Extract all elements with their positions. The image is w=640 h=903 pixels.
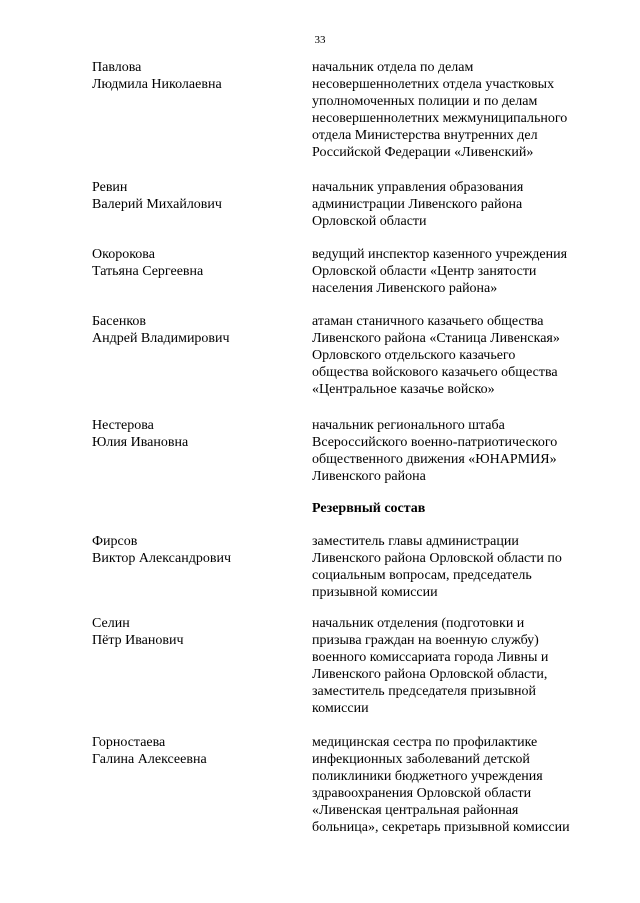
role-line: «Центральное казачье войско»	[312, 382, 495, 397]
role-line: Ливенского района «Станица Ливенская»	[312, 331, 560, 346]
role-line: Орловской области «Центр занятости	[312, 264, 537, 279]
role-line: комиссии	[312, 701, 369, 716]
member-surname: Нестерова	[92, 418, 154, 433]
role-line: здравоохранения Орловской области	[312, 786, 532, 801]
member-role	[312, 533, 612, 601]
member-surname: Горностаева	[92, 735, 166, 750]
role-line: начальник отдела по делам	[312, 60, 474, 75]
member-surname: Басенков	[92, 314, 147, 329]
role-line: Ливенского района Орловской области по	[312, 551, 562, 566]
role-line: населения Ливенского района»	[312, 281, 498, 296]
role-line: военного комиссариата города Ливны и	[312, 650, 549, 665]
role-line: атаман станичного казачьего общества	[312, 314, 544, 329]
member-name	[92, 734, 302, 768]
member-name	[92, 179, 302, 213]
role-line: призывной комиссии	[312, 585, 438, 600]
member-name	[92, 313, 302, 347]
role-line: Орловской области	[312, 214, 427, 229]
member-given-name: Валерий Михайлович	[92, 197, 222, 212]
role-line: призыва граждан на военную службу)	[312, 633, 539, 648]
role-line: медицинская сестра по профилактике	[312, 735, 538, 750]
role-line: общественного движения «ЮНАРМИЯ»	[312, 452, 557, 467]
role-line: больница», секретарь призывной комиссии	[312, 820, 570, 835]
member-given-name: Пётр Иванович	[92, 633, 184, 648]
role-line: несовершеннолетних отдела участковых	[312, 77, 555, 92]
member-name	[92, 59, 302, 93]
page-number: 33	[314, 34, 326, 46]
member-role	[312, 179, 612, 230]
member-surname: Окорокова	[92, 247, 155, 262]
role-line: Российской Федерации «Ливенский»	[312, 145, 534, 160]
role-line: «Ливенская центральная районная	[312, 803, 519, 818]
role-line: начальник отделения (подготовки и	[312, 616, 525, 631]
member-role	[312, 59, 612, 161]
role-line: начальник управления образования	[312, 180, 524, 195]
member-surname: Павлова	[92, 60, 142, 75]
member-surname: Ревин	[92, 180, 128, 195]
member-role	[312, 246, 612, 297]
member-surname: Селин	[92, 616, 130, 631]
role-line: Орловского отдельского казачьего	[312, 348, 516, 363]
role-line: администрации Ливенского района	[312, 197, 523, 212]
role-line: заместитель председателя призывной	[312, 684, 536, 699]
member-given-name: Юлия Ивановна	[92, 435, 189, 450]
member-name	[92, 615, 302, 649]
role-line: Всероссийского военно-патриотического	[312, 435, 558, 450]
reserve-heading: Резервный состав	[312, 501, 426, 516]
member-role	[312, 417, 612, 485]
role-line: несовершеннолетних межмуниципального	[312, 111, 568, 126]
member-role	[312, 734, 612, 836]
member-name	[92, 417, 302, 451]
member-given-name: Людмила Николаевна	[92, 77, 222, 92]
member-name	[92, 246, 302, 280]
member-given-name: Виктор Александрович	[92, 551, 232, 566]
member-role	[312, 313, 612, 398]
role-line: уполномоченных полиции и по делам	[312, 94, 538, 109]
role-line: начальник регионального штаба	[312, 418, 505, 433]
member-given-name: Галина Алексеевна	[92, 752, 207, 767]
member-role	[312, 615, 612, 717]
role-line: социальным вопросам, председатель	[312, 568, 532, 583]
role-line: поликлиники бюджетного учреждения	[312, 769, 543, 784]
role-line: общества войскового казачьего общества	[312, 365, 558, 380]
role-line: Ливенского района Орловской области,	[312, 667, 548, 682]
role-line: ведущий инспектор казенного учреждения	[312, 247, 568, 262]
role-line: заместитель главы администрации	[312, 534, 519, 549]
role-line: Ливенского района	[312, 469, 426, 484]
member-surname: Фирсов	[92, 534, 138, 549]
member-name	[92, 533, 302, 567]
role-line: отдела Министерства внутренних дел	[312, 128, 538, 143]
role-line: инфекционных заболеваний детской	[312, 752, 530, 767]
member-given-name: Андрей Владимирович	[92, 331, 230, 346]
member-given-name: Татьяна Сергеевна	[92, 264, 204, 279]
